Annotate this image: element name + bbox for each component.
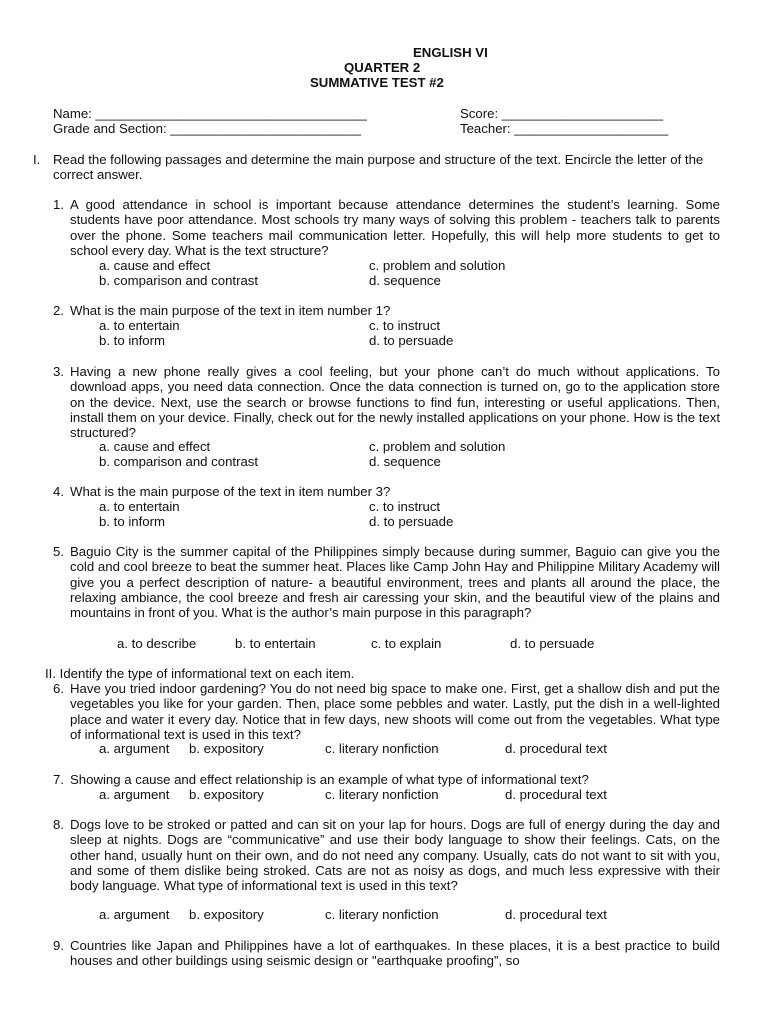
subject-title: ENGLISH VI [413, 45, 488, 60]
option-a[interactable]: a. cause and effect [99, 439, 211, 454]
option-a[interactable]: a. argument [99, 907, 170, 922]
option-d[interactable]: d. to persuade [510, 636, 595, 651]
teacher-field: Teacher: _____________________ [460, 121, 669, 136]
question-5 [53, 544, 743, 636]
option-c[interactable]: c. to instruct [369, 318, 441, 333]
question-8 [53, 817, 743, 909]
option-b[interactable]: b. to inform [99, 514, 165, 529]
quarter-title: QUARTER 2 [344, 60, 421, 75]
option-b[interactable]: b. expository [189, 787, 264, 802]
option-c[interactable]: c. literary nonfiction [325, 741, 439, 756]
part2-instruction: II. Identify the type of informational text on each item. [45, 666, 355, 681]
test-title: SUMMATIVE TEST #2 [310, 75, 444, 90]
question-2 [53, 303, 743, 319]
option-d[interactable]: d. sequence [369, 454, 441, 469]
question-text: Having a new phone really gives a cool feeling, but your phone can’t do much without applications. To download apps, you need data connection. Once the data connection is turned on, go to the application store on the device. Next, use the search or browse functions to find fun, interesting or useful applications. Then, install them on your device. Finally, check out for the newly installed applications on your phone. How is the text structured? [70, 364, 720, 441]
option-c[interactable]: c. to explain [371, 636, 442, 651]
option-a[interactable]: a. argument [99, 741, 170, 756]
option-b[interactable]: b. comparison and contrast [99, 454, 259, 469]
question-text: What is the main purpose of the text in item number 3? [70, 484, 391, 499]
option-b[interactable]: b. expository [189, 741, 264, 756]
question-number: 9. [53, 938, 64, 953]
option-a[interactable]: a. to entertain [99, 499, 180, 514]
option-b[interactable]: b. to entertain [235, 636, 316, 651]
option-c[interactable]: c. problem and solution [369, 258, 506, 273]
part1-instruction [33, 152, 733, 184]
question-7 [53, 772, 743, 788]
name-field: Name: _____________________________________ [53, 106, 367, 121]
question-1 [53, 197, 743, 259]
option-b[interactable]: b. comparison and contrast [99, 273, 259, 288]
question-number: 8. [53, 817, 64, 832]
question-number: 3. [53, 364, 64, 379]
question-4 [53, 484, 743, 500]
question-text: Baguio City is the summer capital of the Philippines simply because during summer, Baguio can give you the cold and cool breeze to beat the summer heat. Places like Camp John Hay and Philippine Military Academy will give you a perfect description of nature- a beautiful environment, trees and plants all around the place, the relaxing ambiance, the cool breeze and fresh air caressing your skin, and the beautiful view of the plains and mountains in front of you. What is the author’s main purpose in this paragraph? [70, 544, 720, 621]
question-number: 2. [53, 303, 64, 318]
option-c[interactable]: c. literary nonfiction [325, 907, 439, 922]
option-c[interactable]: c. literary nonfiction [325, 787, 439, 802]
option-d[interactable]: d. procedural text [505, 907, 607, 922]
question-text: A good attendance in school is important because attendance determines the student’s learning. Some students have poor attendance. Most schools try many ways of solving this problem - teachers talk to parents over the phone. Some teachers mail communication letter. Hopefully, this will help more students to get to school every day. What is the text structure? [70, 197, 720, 258]
option-d[interactable]: d. procedural text [505, 787, 607, 802]
option-c[interactable]: c. problem and solution [369, 439, 506, 454]
question-3 [53, 364, 743, 442]
part1-number: I. [33, 152, 41, 167]
option-d[interactable]: d. sequence [369, 273, 441, 288]
option-d[interactable]: d. to persuade [369, 333, 454, 348]
grade-section-field: Grade and Section: __________________________ [53, 121, 361, 136]
option-d[interactable]: d. procedural text [505, 741, 607, 756]
question-number: 1. [53, 197, 64, 212]
question-6 [53, 681, 743, 743]
option-b[interactable]: b. expository [189, 907, 264, 922]
question-9 [53, 938, 743, 970]
option-b[interactable]: b. to inform [99, 333, 165, 348]
question-number: 5. [53, 544, 64, 559]
question-number: 6. [53, 681, 64, 696]
option-c[interactable]: c. to instruct [369, 499, 441, 514]
part1-instruction-text: Read the following passages and determine the main purpose and structure of the text. Encircle the letter of the correct answer. [53, 152, 704, 183]
option-a[interactable]: a. to describe [117, 636, 197, 651]
question-text: Have you tried indoor gardening? You do not need big space to make one. First, get a shallow dish and put the vegetables you like for your garden. Then, place some pebbles and water. Lastly, put the dish in a well-lighted place and water it every day. Notice that in few days, new shoots will come out from the vegetables. What type of informational text is used in this text? [70, 681, 720, 742]
question-text: What is the main purpose of the text in item number 1? [70, 303, 391, 318]
option-a[interactable]: a. cause and effect [99, 258, 211, 273]
question-text: Countries like Japan and Philippines have a lot of earthquakes. In these places, it is a best practice to build houses and other buildings using seismic design or "earthquake proofing”, so [70, 938, 720, 969]
question-text: Dogs love to be stroked or patted and can sit on your lap for hours. Dogs are full of energy during the day and sleep at nights. Dogs are “communicative” and use their body language to show their feelings. Cats, on the other hand, usually hunt on their own, and do not need any company. Usually, cats do not want to sit with you, and some of them dislike being stroked. Cats are not as noisy as dogs, and much less expressive with their body language. What type of informational text is used in this text? [70, 817, 720, 894]
score-field: Score: ______________________ [460, 106, 664, 121]
option-a[interactable]: a. argument [99, 787, 170, 802]
question-text: Showing a cause and effect relationship is an example of what type of informational text? [70, 772, 589, 787]
question-number: 4. [53, 484, 64, 499]
option-a[interactable]: a. to entertain [99, 318, 180, 333]
option-d[interactable]: d. to persuade [369, 514, 454, 529]
question-number: 7. [53, 772, 64, 787]
